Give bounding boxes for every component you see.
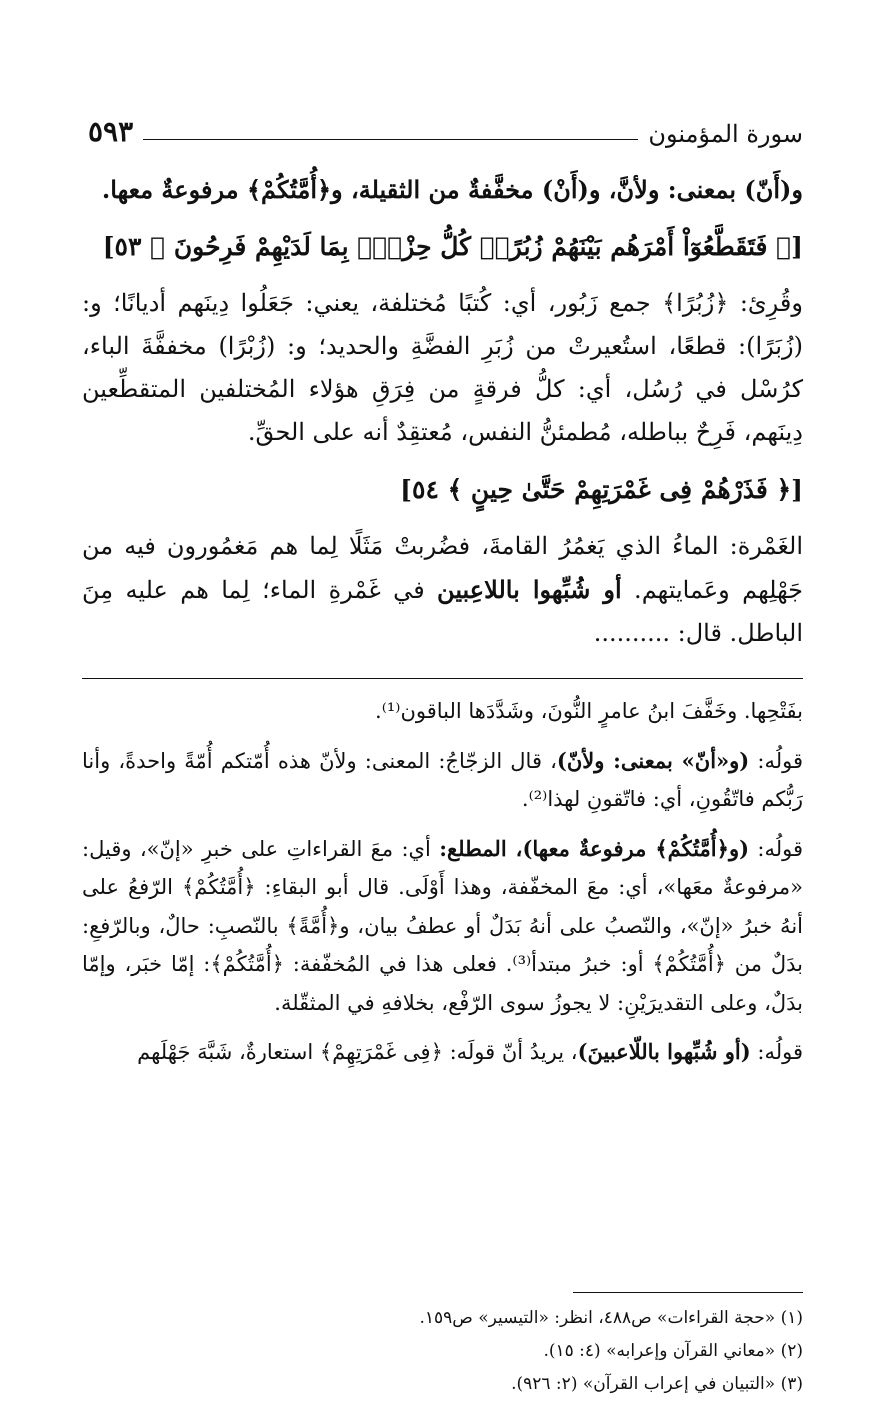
commentary-paragraph-3 [82, 830, 803, 1023]
c3-pre: قولُه: [749, 836, 804, 861]
footnote-rule [573, 1292, 803, 1293]
c3-rest: أي: معَ القراءاتِ على خبرِ «إنّ»، وقيل: «مرفوعةٌ معَها»، أي: معَ المخفّفة، وهذا أَوْلَى. قال أبو البقاءِ: ﴿أُمَّتُكُمْ﴾ الرّفعُ على أنهُ خبرُ «إنّ»، والنّصبُ على أنهُ بَدَلٌ أو عطفُ بيان، و﴿أُمَّةً﴾ بالنّصبِ: حالٌ، وبالرّفعِ: بدَلٌ من ﴿أُمَّتُكُمْ﴾ أو: خبرُ مبتدأ⁽³⁾. فعلى هذا في المُخفّفة: ﴿أُمَّتُكُمْ﴾: إمّا خبَر، وإمّا بدَلٌ، وعلى التقديرَيْنِ: لا يجوزُ سوى الرّفْع، بخلافهِ في المثقّلة. [82, 836, 803, 1015]
header-rule [143, 139, 638, 140]
c2-bold: (و«أنّ» بمعنى: ولأنّ) [556, 747, 750, 773]
footnote-2: (٢) «معاني القرآن وإعرابه» (٤: ١٥). [543, 1341, 803, 1361]
footnotes [82, 1302, 803, 1401]
main-paragraph-1: و(أَنّ) بمعنى: ولأنَّ، و(أَنْ) مخفَّفةٌ من الثقيلة، و﴿أُمَّتُكُمْ﴾ مرفوعةٌ معها. [101, 175, 803, 204]
c3-bold: (و﴿أُمَّتُكُمْ﴾ مرفوعةٌ معها)، المطلع: [439, 835, 750, 861]
page-number: ٥٩٣ [88, 115, 134, 148]
main-text [82, 168, 803, 669]
verse-54: [﴿ فَذَرْهُمْ فِى غَمْرَتِهِمْ حَتَّىٰ حِينٍ ﴾ ٥٤] [400, 475, 803, 504]
commentary-paragraph-4 [82, 1033, 803, 1072]
p3-end: في غَمْرةِ الماء؛ لِما هم عليه مِنَ الباطل. قال: .......... [82, 576, 803, 647]
verse-53: [﴿ فَتَقَطَّعُوٓاْ أَمْرَهُم بَيْنَهُمْ زُبُرًاۖ كُلُّ حِزْبِۭ بِمَا لَدَيْهِمْ فَرِحُونَ ﴾ ٥٣] [102, 232, 803, 261]
commentary-paragraph-1: بفَتْحِها. وخَفَّفَ ابنُ عامرٍ النُّونَ، وشَدَّدَها الباقون⁽¹⁾. [375, 699, 803, 723]
commentary-paragraph-2 [82, 742, 803, 819]
main-paragraph-2: وقُرِئ: ﴿زُبُرًا﴾ جمع زَبُور، أي: كُتبًا مُختلفة، يعني: جَعَلُوا دِينَهم أديانًا؛ و: (زُبَرًا): قطعًا، استُعيرتْ من زُبَرِ الفضَّةِ والحديد؛ و: (زُبْرًا) مخففَّةَ الباء، كرُسْل في رُسُل، أي: كلُّ فرقةٍ من فِرَقِ هؤلاء المُختلفين المتقطِّعين دِينَهم، فَرِحٌ بباطله، مُطمئنُّ النفس، مُعتقِدٌ أنه على الحقِّ. [82, 289, 803, 446]
commentary [82, 692, 803, 1083]
c4-bold: (أو شُبِّهوا باللّاعبينَ) [577, 1039, 751, 1064]
main-paragraph-3 [82, 525, 803, 655]
footnote-3: (٣) «التبيان في إعراب القرآن» (٢: ٩٢٦). [511, 1374, 803, 1394]
p3-bold: أو شُبِّهوا باللاعِبين [437, 575, 622, 604]
surah-title: سورة المؤمنون [648, 120, 803, 148]
c2-rest: ، قال الزجّاجُ: المعنى: ولأنّ هذه أُمّتكم أُمّةً واحدةً، وأنا رَبُّكم فاتّقُونِ، أي: فاتّقونِ لهذا⁽²⁾. [82, 748, 803, 811]
c2-pre: قولُه: [749, 748, 804, 773]
footnote-1: (١) «حجة القراءات» ص٤٨٨، انظر: «التيسير» ص١٥٩. [419, 1308, 803, 1328]
p3-text: الغَمْرة: الماءُ الذي يَغمُرُ القامةَ، فضُربتْ مَثَلًا لِما هم مَغمُورون فيه من جَهْلِهم وعَمايتهم. [82, 532, 803, 604]
page-header [88, 108, 803, 148]
c4-rest: ، يريدُ أنّ قولَه: ﴿فِى غَمْرَتِهِمْ﴾ استعارةٌ، شَبَّهَ جَهْلَهم [137, 1040, 578, 1064]
commentary-divider [82, 678, 803, 679]
c4-pre: قولُه: [750, 1040, 803, 1064]
